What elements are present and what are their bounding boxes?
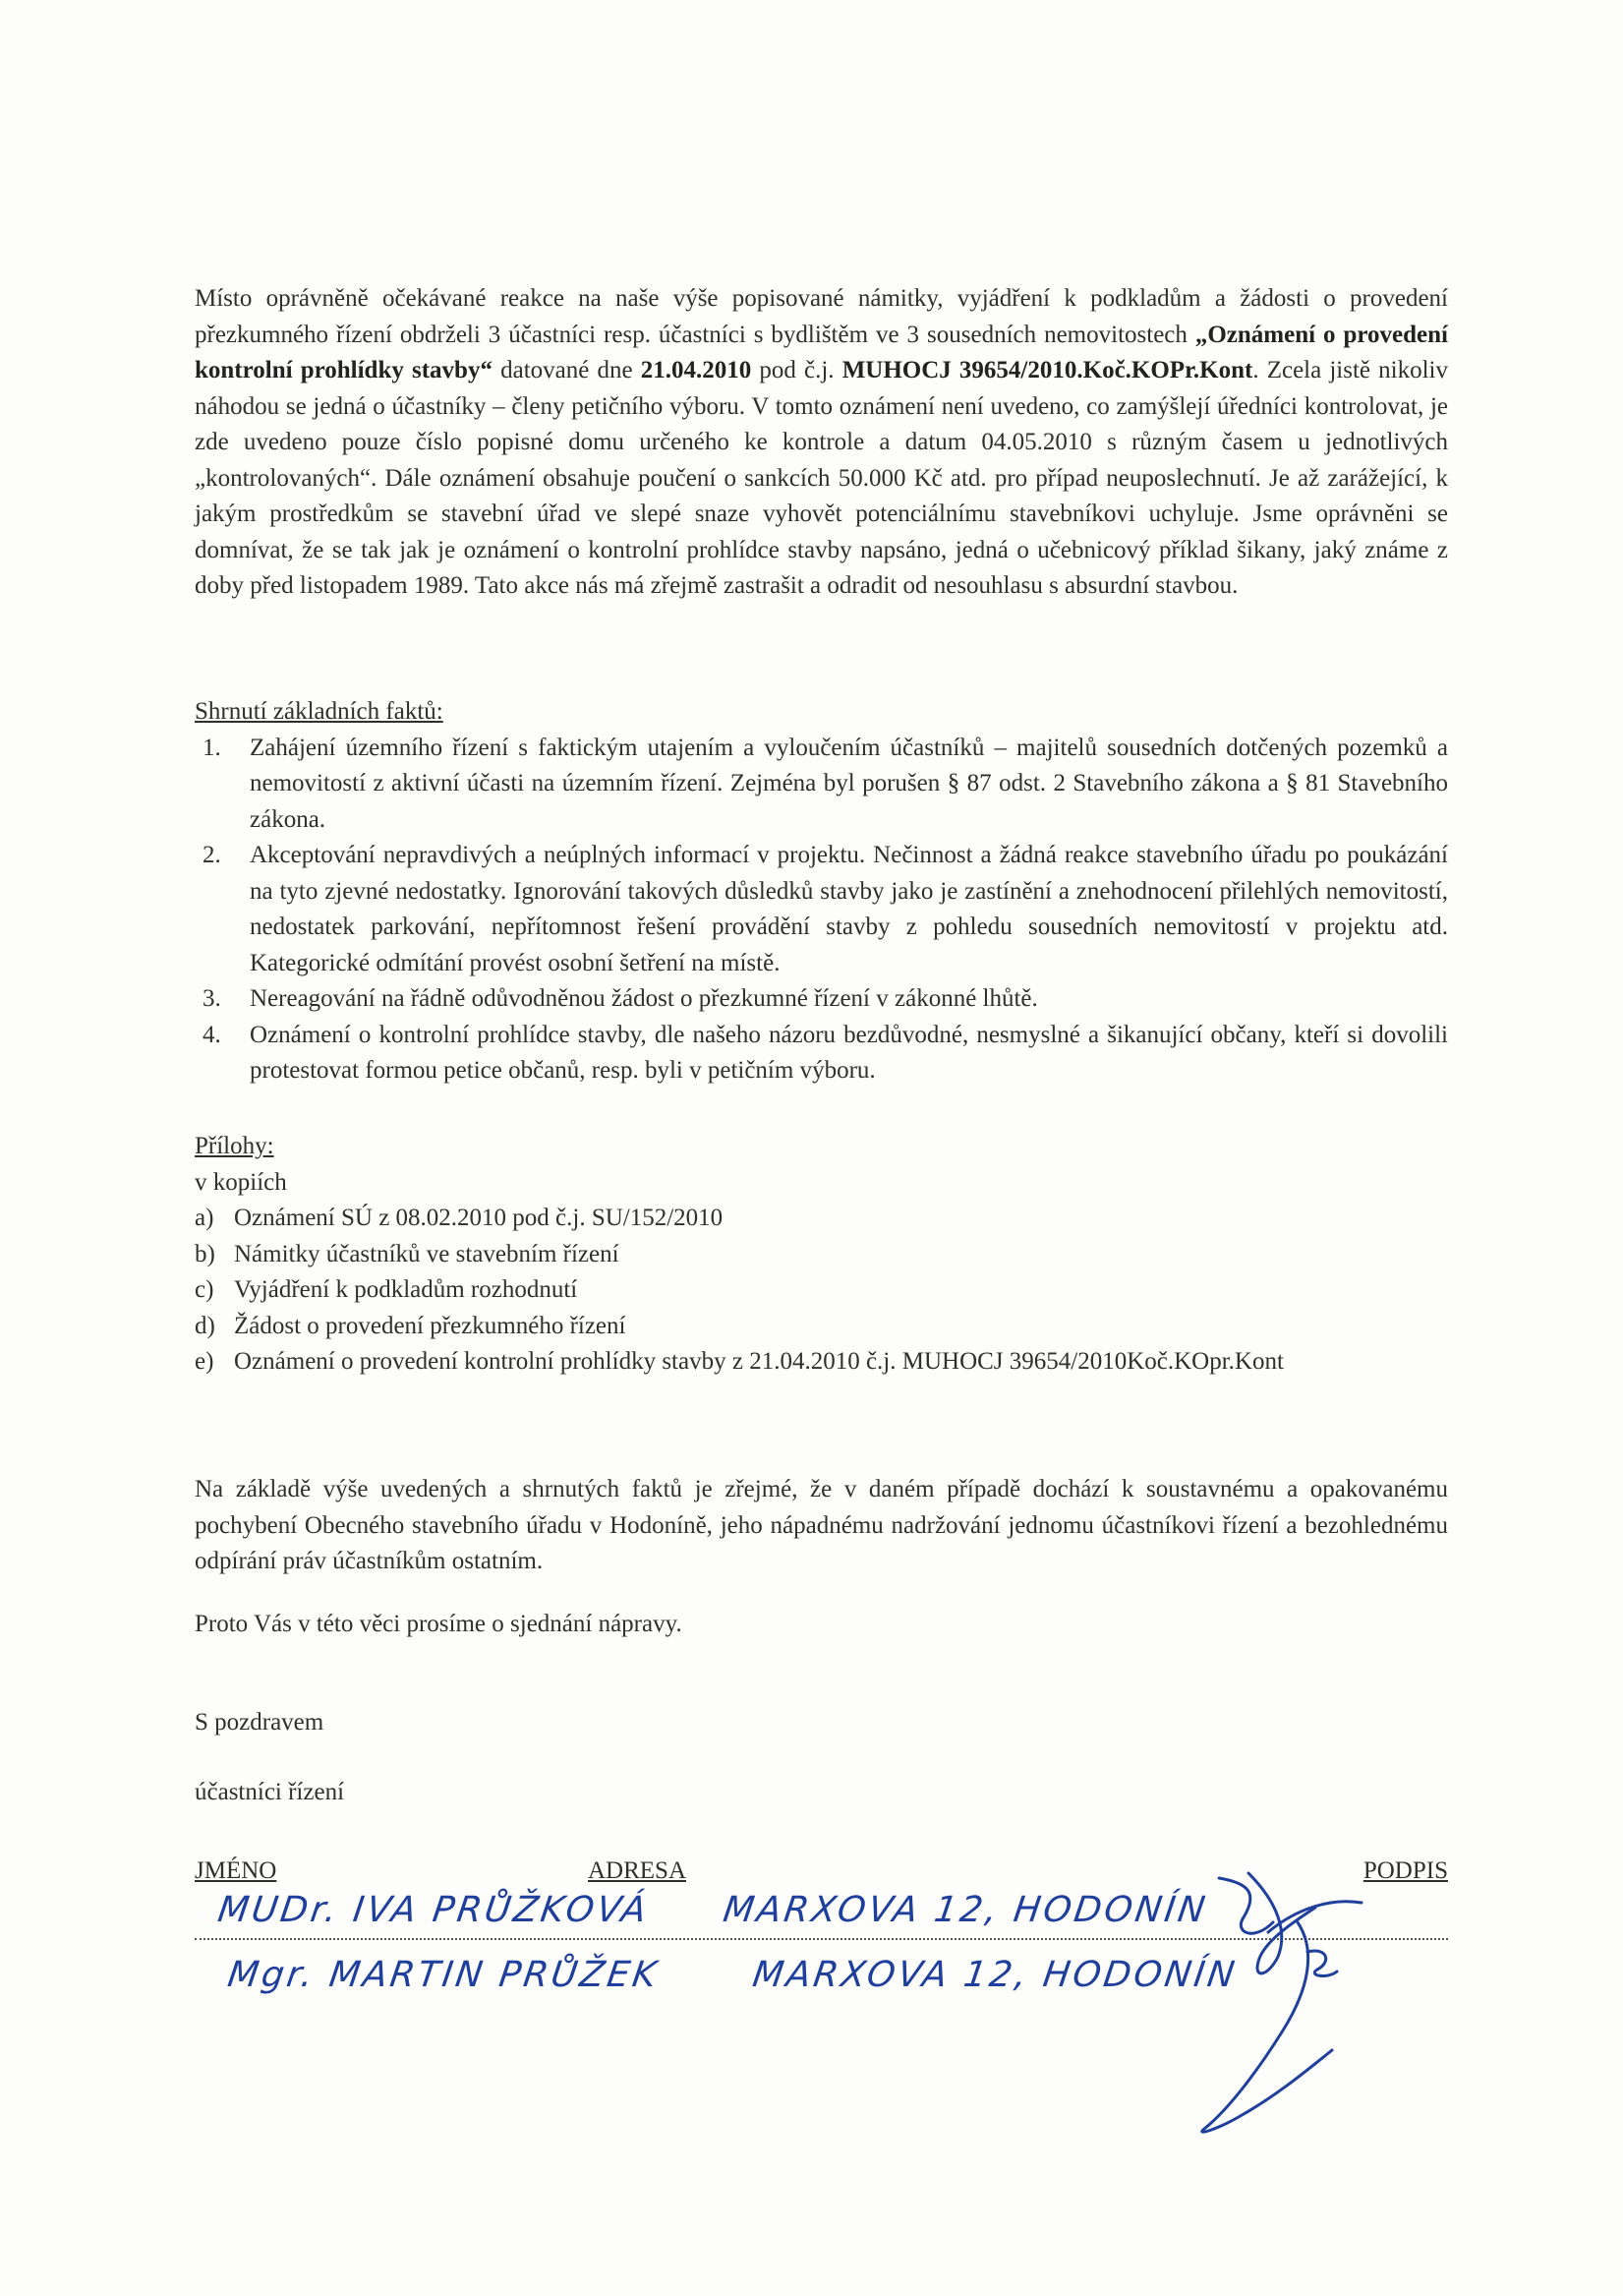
column-signature: PODPIS — [1362, 1857, 1448, 1884]
list-item — [195, 731, 1448, 839]
bold-notice-title: „Oznámení o provedení kontrolní prohlídky stavby“ — [195, 321, 1448, 383]
paragraph-request: Proto Vás v této věci prosíme o sjednání nápravy. — [195, 1611, 682, 1637]
attachments-list — [195, 1201, 1448, 1381]
list-item — [195, 981, 1448, 1018]
handwritten-name-2: Mgr. MARTIN PRŮŽEK — [225, 1955, 662, 1995]
handwritten-address-2: MARXOVA 12, HODONÍN — [750, 1955, 1241, 1995]
text-run: datované dne — [492, 357, 641, 383]
list-item — [195, 1018, 1448, 1089]
attachments-subheading: v kopiích — [195, 1168, 287, 1196]
attachments-section — [195, 1129, 1448, 1381]
attachment-text: Oznámení o provedení kontrolní prohlídky stavby z 21.04.2010 č.j. MUHOCJ 39654/2010Koč.KOpr.Kont — [234, 1348, 1284, 1375]
column-name: JMÉNO — [195, 1857, 277, 1884]
signature-stroke — [1307, 1951, 1337, 1975]
handwritten-signatures — [1160, 1863, 1475, 2188]
item-text: Akceptování nepravdivých a neúplných informací v projektu. Nečinnost a žádná reakce stavebního úřadu po poukázání na tyto zjevné nedostatky. Ignorování takových důsledků stavby jako je zastínění a znehodnocení přilehlých nemovitostí, nedostatek parkování, nepřítomnost řešení provádění stavby z pohledu sousedních nemovitostí v projektu atd. Kategorické odmítání provést osobní šetření na místě. — [250, 842, 1448, 976]
attachment-item — [195, 1237, 1448, 1273]
bold-date: 21.04.2010 — [640, 357, 752, 383]
attachment-text: Námitky účastníků ve stavebním řízení — [234, 1240, 619, 1267]
bold-reference-number: MUHOCJ 39654/2010.Koč.KOPr.Kont — [841, 357, 1253, 383]
attachment-letter: c) — [195, 1276, 214, 1303]
item-number: 2. — [203, 842, 221, 868]
handwritten-name-1: MUDr. IVA PRŮŽKOVÁ — [215, 1890, 652, 1930]
list-item — [195, 838, 1448, 981]
handwritten-address-1: MARXOVA 12, HODONÍN — [721, 1890, 1211, 1930]
attachment-item — [195, 1309, 1448, 1345]
signatories-label: účastníci řízení — [195, 1779, 345, 1805]
attachments-heading: Přílohy: — [195, 1133, 274, 1159]
item-number: 3. — [203, 985, 221, 1012]
attachment-item — [195, 1272, 1448, 1309]
attachment-item — [195, 1201, 1448, 1237]
paragraph-conclusion: Na základě výše uvedených a shrnutých faktů je zřejmé, že v daném případě dochází k soustavnému a opakovanému pochybení Obecného stavebního úřadu v Hodoníně, jeho nápadnému nadržování jednomu účastníkovi řízení a bezohlednému odpírání práv účastníkům ostatním. — [195, 1476, 1448, 1574]
text-run: . Zcela jistě nikoliv náhodou se jedná o účastníky – členy petičního výboru. V tomto oznámení není uvedeno, co zamýšlejí úředníci kontrolovat, je zde uvedeno pouze číslo popisné domu určeného ke kontrole a datum 04.05.2010 s různým časem u jednotlivých „kontrolovaných“. Dále oznámení obsahuje poučení o sankcích 50.000 Kč atd. pro případ neuposlechnutí. Je až zarážející, k jakým prostředkům se stavební úřad ve slepé snaze vyhovět potenciálnímu stavebníkovi uchyluje. Jsme oprávněni se domnívat, že se tak jak je oznámení o kontrolní prohlídce stavby napsáno, jedná o učebnicový příklad šikany, jaký známe z doby před listopadem 1989. Tato akce nás má zřejmě zastrašit a odradit od nesouhlasu s absurdní stavbou. — [195, 357, 1448, 599]
summary-section — [195, 694, 1448, 1089]
attachment-item — [195, 1344, 1448, 1381]
signature-stroke — [1202, 1922, 1332, 2132]
text-run: pod č.j. — [751, 357, 842, 383]
item-number: 4. — [203, 1021, 221, 1048]
attachment-text: Žádost o provedení přezkumného řízení — [234, 1312, 626, 1339]
column-address: ADRESA — [588, 1857, 687, 1884]
item-number: 1. — [203, 734, 221, 761]
text-run: Místo oprávněně očekávané reakce na naše výše popisované námitky, vyjádření k podkladům a žádosti o provedení přezkumného řízení obdrželi 3 účastníci resp. účastníci s bydlištěm ve 3 sousedních nemovitostech — [195, 285, 1448, 348]
attachment-letter: d) — [195, 1312, 215, 1339]
closing-greeting: S pozdravem — [195, 1709, 324, 1736]
attachment-letter: a) — [195, 1205, 214, 1231]
signature-stroke — [1219, 1878, 1273, 1933]
item-text: Nereagování na řádně odůvodněnou žádost o přezkumné řízení v zákonné lhůtě. — [250, 985, 1038, 1012]
attachment-text: Oznámení SÚ z 08.02.2010 pod č.j. SU/152/2010 — [234, 1205, 724, 1231]
item-text: Zahájení územního řízení s faktickým utajením a vyloučením účastníků – majitelů sousedních dotčených pozemků a nemovitostí z aktivní účasti na územním řízení. Zejména byl porušen § 87 odst. 2 Stavebního zákona a § 81 Stavebního zákona. — [250, 734, 1448, 833]
attachment-letter: e) — [195, 1348, 214, 1375]
summary-heading: Shrnutí základních faktů: — [195, 698, 443, 725]
attachment-letter: b) — [195, 1240, 215, 1267]
summary-list — [195, 731, 1448, 1089]
paragraph-notice — [195, 281, 1448, 605]
attachment-text: Vyjádření k podkladům rozhodnutí — [234, 1276, 578, 1303]
item-text: Oznámení o kontrolní prohlídce stavby, dle našeho názoru bezdůvodné, nesmyslné a šikanující občany, kteří si dovolili protestovat formou petice občanů, resp. byli v petičním výboru. — [250, 1021, 1448, 1084]
